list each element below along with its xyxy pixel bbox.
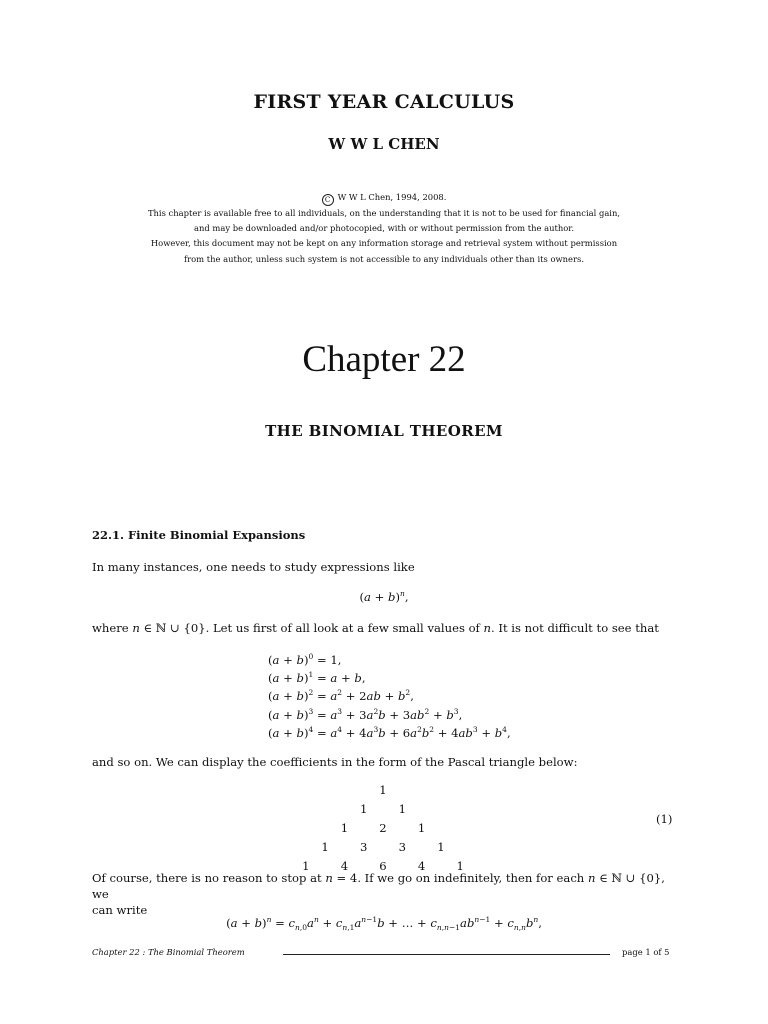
paragraph-pascal-intro: and so on. We can display the coefficients in the form of the Pascal triangle below: [92,755,578,769]
copyright-line-2: This chapter is available free to all individuals, on the understanding that it is not to be used for financial gain, [147,208,621,218]
expansion-3: $(a + b)^3 = a^3 + 3a^2b + 3ab^2 + b^3$, [268,706,463,722]
paragraph-where: where n ∈ ℕ ∪ {0}. Let us first of all look at a few small values of n. It is not difficult to see that [92,621,659,635]
pascal-cell: 3 [359,840,368,854]
expansion-2: $(a + b)^2 = a^2 + 2ab + b^2$, [268,688,414,704]
copyright-line-5: from the author, unless such system is not accessible to any individuals other than its owners. [184,253,584,264]
pascal-cell: 1 [359,802,368,816]
copyright-line-4: However, this document may not be kept on any information storage and retrieval system without permission [150,238,618,249]
footer-rule [283,954,610,955]
text-of-course: Of course, there is no reason to stop at [92,871,322,885]
expansion-1: $(a + b)^1 = a + b$, [268,670,366,686]
pascal-cell: 1 [456,859,464,873]
copyright-line-1 [0,190,768,206]
pascal-cell: 1 [417,821,426,835]
section-heading: 22.1. Finite Binomial Expansions [92,528,306,542]
expansion-0: $(a + b)^0 = 1$, [268,652,342,667]
pascal-cell: 2 [379,821,387,835]
pascal-cell: 1 [437,840,445,854]
text-where: where [92,621,129,635]
text-let-us: . Let us first of all look at a few small values of [205,621,480,635]
text-indefinitely: . If we go on indefinitely, then for each [357,871,585,885]
expansion-4: $(a + b)^4 = a^4 + 4a^3b + 6a^2b^2 + 4ab^3 + b^4$, [268,724,511,740]
equation-binomial-power: $(a + b)^n$, [359,589,409,604]
pascal-cell: 4 [340,859,349,873]
copyright-icon: C [322,194,334,206]
expansion-list [268,651,511,742]
pascal-cell: 1 [321,840,329,854]
paragraph-of-course: Of course, there is no reason to stop at n = 4. If we go on indefinitely, then for each n ∈ ℕ ∪ {0}, we can write [92,871,665,917]
equation-number: (1) [656,812,673,826]
pascal-cell: 3 [398,840,406,854]
pascal-cell: 1 [398,802,406,816]
chapter-label: Chapter 22 [302,339,466,380]
pascal-cell: 1 [379,783,387,797]
book-title: FIRST YEAR CALCULUS [253,91,515,113]
author-name: W W L CHEN [328,135,440,153]
pascal-cell: 1 [340,821,349,835]
copyright-text: W W L Chen, 1994, 2008. [337,192,447,202]
text-not-difficult: . It is not difficult to see that [491,621,659,635]
copyright-notice [0,190,768,267]
equation-general-expansion: $(a + b)^n = c_{n,0}a^n + c_{n,1}a^{n-1}b$ + … + $c_{n,n-1}ab^{n-1} + c_{n,n}b^n$, [226,915,542,932]
pascal-cell: 6 [379,859,387,873]
footer-chapter-label: Chapter 22 : The Binomial Theorem [92,947,245,957]
chapter-title: THE BINOMIAL THEOREM [265,422,503,440]
text-can-write: can write [92,903,148,917]
copyright-line-3: and may be downloaded and/or photocopied, with or without permission from the author. [193,223,575,234]
pascal-cell: 1 [302,859,310,873]
paragraph-intro: In many instances, one needs to study expressions like [92,560,415,574]
footer-page-number: page 1 of 5 [622,947,670,957]
text-we: , we [92,871,665,901]
pascal-cell: 4 [417,859,426,873]
